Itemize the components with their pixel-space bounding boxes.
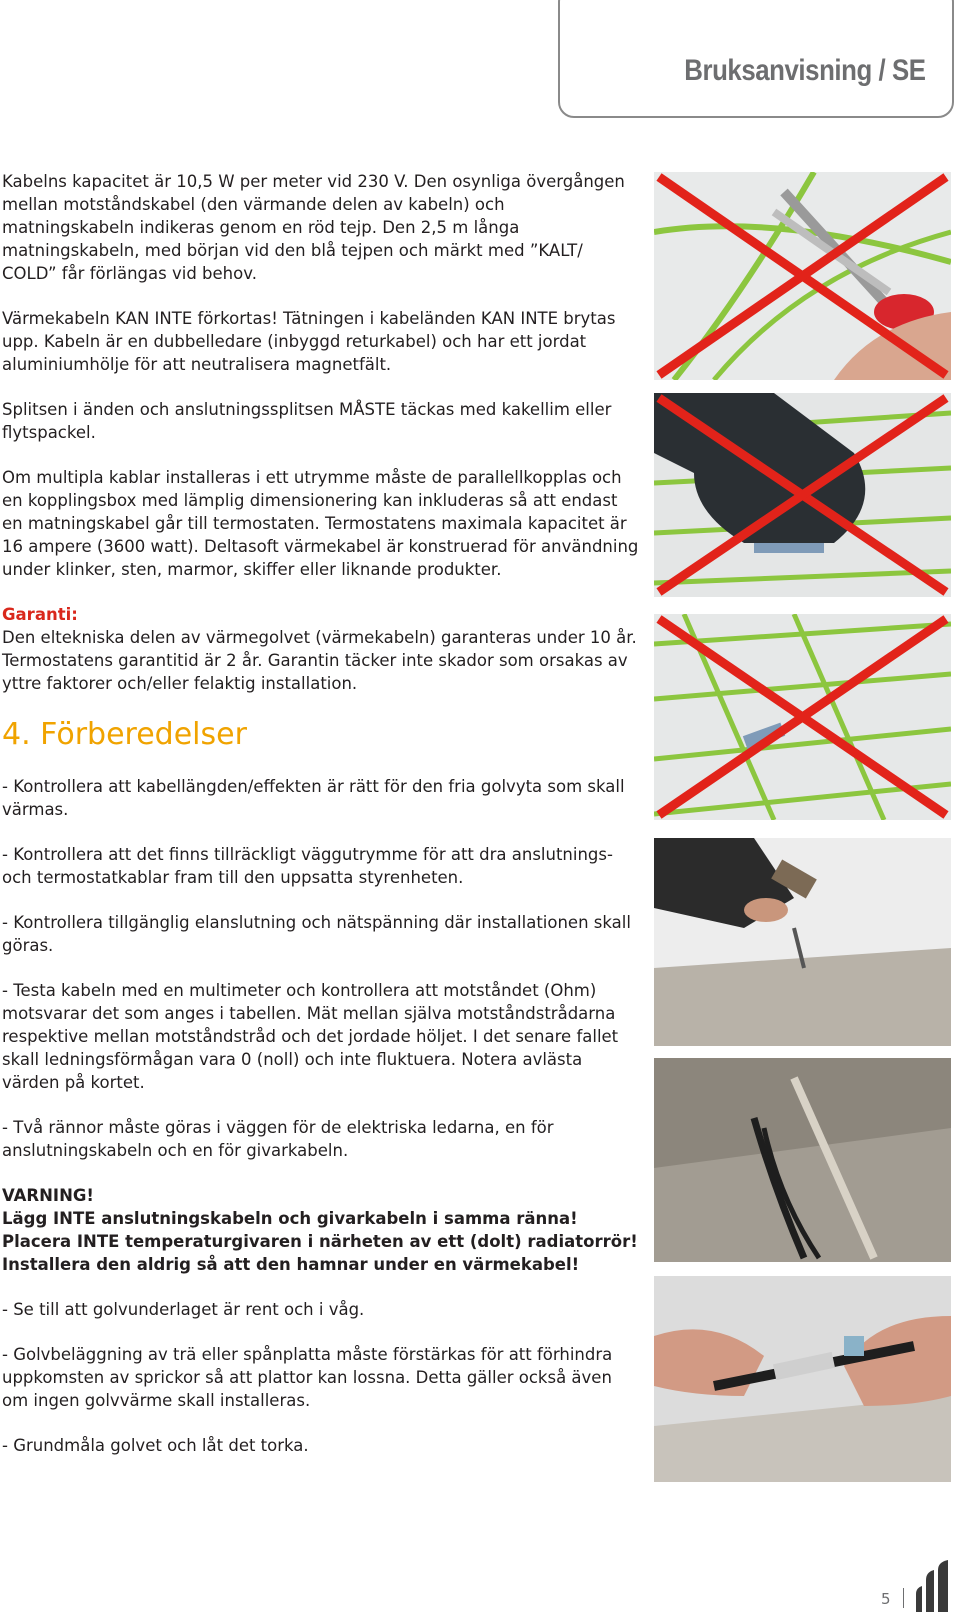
warning-line-3: Installera den aldrig så att den hamnar under en värmekabel! — [2, 1255, 580, 1274]
brand-logo-icon — [912, 1560, 954, 1616]
paragraph-splices: Splitsen i änden och anslutningssplitsen MÅSTE täckas med kakellim eller flytspackel. — [2, 400, 612, 442]
bullet-reinforce-floor: - Golvbeläggning av trä eller spånplatta måste förstärkas för att förhindra uppkomsten av sprickor så att plattor kan lossna. Detta gäller också även om ingen golvvärme skall installeras. — [2, 1345, 613, 1410]
section-title: 4. Förberedelser — [2, 717, 247, 752]
photo-cable-in-groove — [654, 1058, 951, 1262]
warning-line-2: Placera INTE temperaturgivaren i närheten av ett (dolt) radiatorrör! — [2, 1232, 638, 1251]
paragraph-multiple-cables: Om multipla kablar installeras i ett utrymme måste de parallellkopplas och en kopplingsbox med lämplig dimensionering kan inkluderas så att endast en matningskabel går till termostaten. Termostatens maximala kapacitet är 16 ampere (3600 watt). Deltasoft värmekabel är konstruerad för användning under klinker, sten, marmor, skiffer eller liknande produkter. — [2, 468, 639, 579]
bullet-power-supply: - Kontrollera tillgänglig elanslutning och nätspänning där installationen skall göras. — [2, 913, 631, 955]
photo-do-not-step-on-cable — [654, 393, 951, 597]
bullet-multimeter-test: - Testa kabeln med en multimeter och kontrollera att motståndet (Ohm) motsvarar det som anges i tabellen. Mät mellan själva motståndstrådarna respektive mellan motståndstråd och det jordade höljet. I det senare fallet skall ledningsförmågan vara 0 (noll) och inte fluktuera. Notera avlästa värden på kortet. — [2, 981, 619, 1092]
document-title: Bruksanvisning / SE — [684, 54, 926, 87]
header-box — [558, 0, 954, 118]
bullet-clean-floor: - Se till att golvunderlaget är rent och i våg. — [2, 1300, 365, 1319]
paragraph-no-shortening: Värmekabeln KAN INTE förkortas! Tätningen i kabeländen KAN INTE brytas upp. Kabeln är en dubbelledare (inbyggd returkabel) och har ett jordat aluminiumhölje för att neutralisera magnetfält. — [2, 309, 616, 374]
warranty-block — [2, 603, 642, 695]
main-text-column — [2, 170, 642, 1479]
footer-divider — [903, 1588, 904, 1608]
warning-block — [2, 1184, 642, 1276]
paragraph-capacity: Kabelns kapacitet är 10,5 W per meter vid 230 V. Den osynliga övergången mellan motståndskabel (den värmande delen av kabeln) och matningskabeln indikeras genom en röd tejp. Den 2,5 m långa matningskabeln, med början vid den blå tejpen och märkt med ”KALT/ COLD” får förlängas vid behov. — [2, 172, 625, 283]
photo-do-not-cross-cables — [654, 614, 951, 820]
bullet-cable-length: - Kontrollera att kabellängden/effekten är rätt för den fria golvyta som skall värmas. — [2, 777, 625, 819]
warning-heading: VARNING! — [2, 1186, 94, 1205]
bullet-prime-floor: - Grundmåla golvet och låt det torka. — [2, 1436, 309, 1455]
photo-do-not-cut-cable — [654, 172, 951, 380]
photo-chisel-wall-groove — [654, 838, 951, 1046]
photo-cable-splice — [654, 1276, 951, 1482]
warning-line-1: Lägg INTE anslutningskabeln och givarkabeln i samma ränna! — [2, 1209, 578, 1228]
bullet-wall-grooves: - Två rännor måste göras i väggen för de elektriska ledarna, en för anslutningskabeln och en för givarkabeln. — [2, 1118, 554, 1160]
page-number: 5 — [881, 1590, 891, 1608]
bullet-wall-space: - Kontrollera att det finns tillräckligt väggutrymme för att dra anslutnings- och termostatkablar fram till den uppsatta styrenheten. — [2, 845, 613, 887]
warranty-heading: Garanti: — [2, 605, 78, 624]
warranty-text: Den eltekniska delen av värmegolvet (värmekabeln) garanteras under 10 år. Termostatens garantitid är 2 år. Garantin täcker inte skador som orsakas av yttre faktorer och/eller felaktig installation. — [2, 628, 637, 693]
